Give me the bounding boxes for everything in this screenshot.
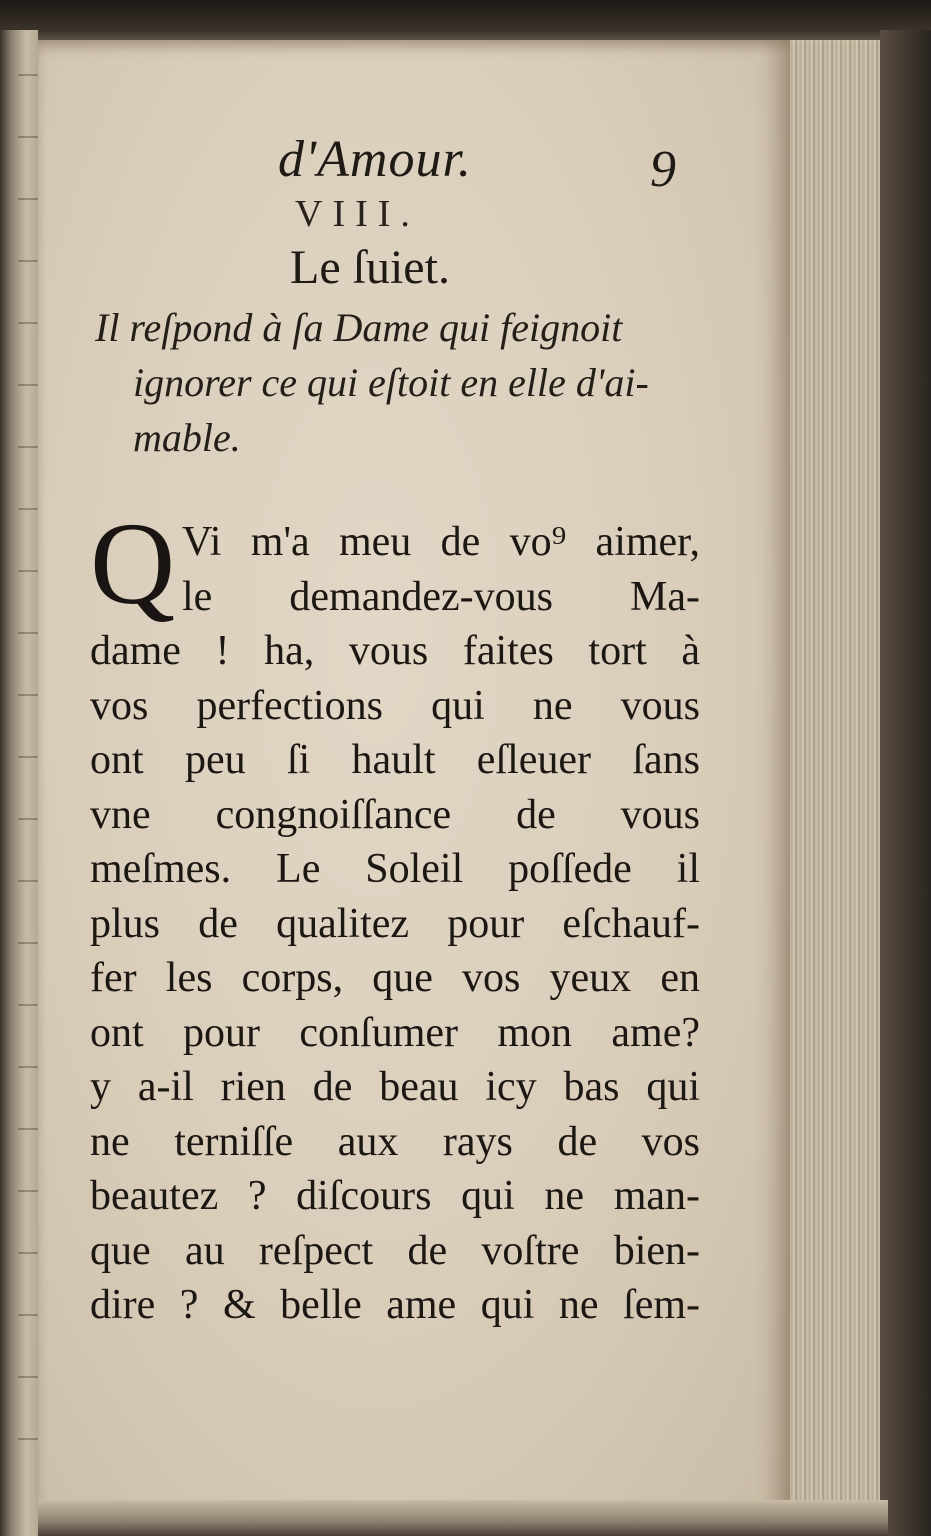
page-number: 9 bbox=[650, 141, 676, 198]
body-line: Vi m'a meu de vo⁹ aimer, bbox=[182, 519, 700, 565]
body-line: beautez ? diſcours qui ne man- bbox=[90, 1173, 700, 1219]
body-line: meſmes. Le Soleil poſſede il bbox=[90, 846, 700, 892]
body-line: plus de qualitez pour eſchauf- bbox=[90, 900, 700, 947]
body-line: ont pour conſumer mon ame? bbox=[90, 1009, 700, 1056]
page-block-edges bbox=[780, 40, 880, 1500]
subject-title: Le ſuiet. bbox=[290, 241, 450, 294]
body-line: le demandez-vous Ma- bbox=[182, 573, 700, 620]
body-line: vos perfections qui ne vous bbox=[90, 682, 700, 729]
body-text bbox=[90, 515, 700, 1333]
argument-line: ignorer ce qui eſtoit en elle d'ai- bbox=[133, 360, 649, 405]
body-line: dame ! ha, vous faites tort à bbox=[90, 628, 700, 674]
argument-line: Il reſpond à ſa Dame qui feignoit bbox=[95, 305, 623, 350]
body-line: que au reſpect de voſtre bien- bbox=[90, 1227, 700, 1274]
right-shadow bbox=[880, 30, 931, 1536]
left-page-lines bbox=[18, 60, 38, 1500]
argument-block bbox=[95, 300, 715, 465]
bottom-edge bbox=[38, 1500, 888, 1536]
argument-line: mable. bbox=[133, 415, 241, 460]
body-line: ont peu ſi hault eſleuer ſans bbox=[90, 737, 700, 783]
running-header: d'Amour. bbox=[278, 131, 472, 188]
section-number: VIII. bbox=[295, 193, 420, 235]
body-line: dire ? & belle ame qui ne ſem- bbox=[90, 1282, 700, 1328]
body-line: fer les corps, que vos yeux en bbox=[90, 955, 700, 1001]
body-line: ne terniſſe aux rays de vos bbox=[90, 1118, 700, 1165]
body-line: y a-il rien de beau icy bas qui bbox=[90, 1064, 700, 1110]
body-line: vne congnoiſſance de vous bbox=[90, 791, 700, 838]
top-shadow bbox=[0, 0, 931, 44]
drop-cap: Q bbox=[90, 498, 176, 629]
